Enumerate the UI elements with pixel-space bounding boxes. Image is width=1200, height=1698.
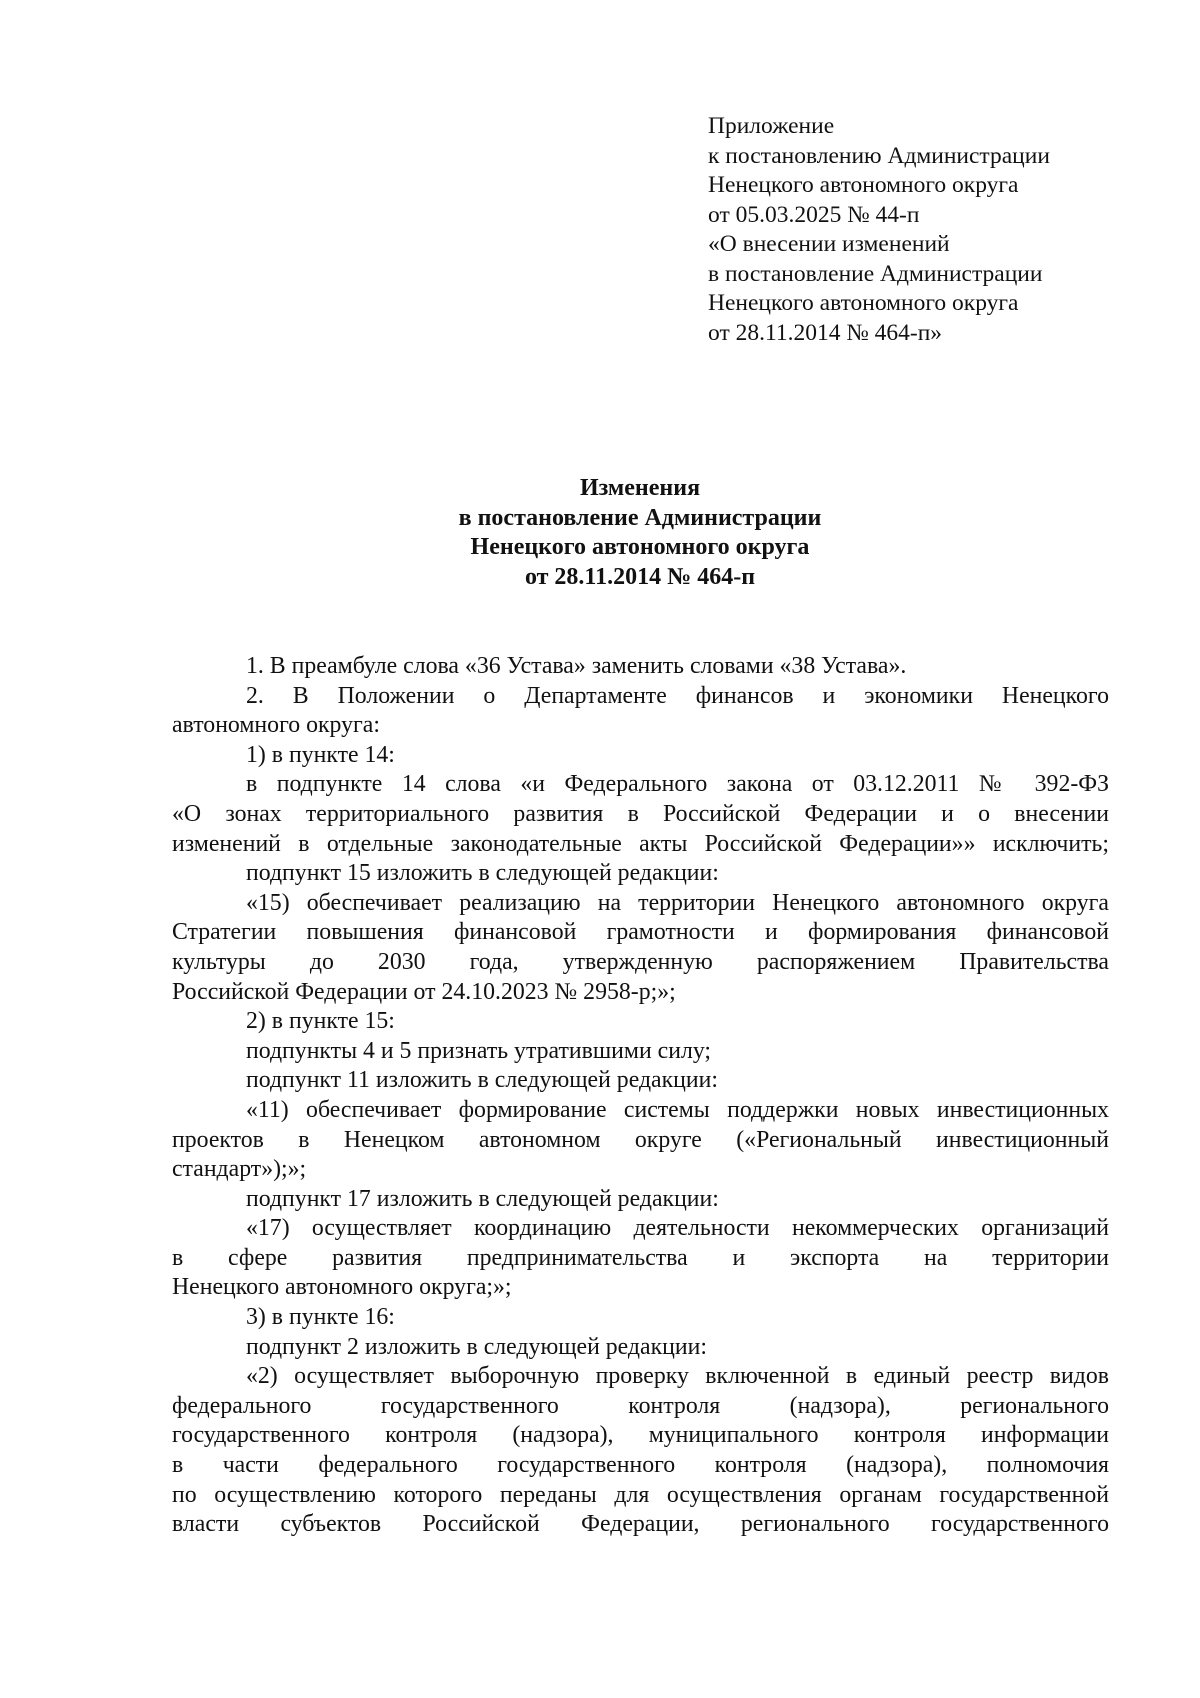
body-line: 2) в пункте 15: xyxy=(246,1008,395,1035)
body-line: 1. В преамбуле слова «36 Устава» заменить словами «38 Устава». xyxy=(246,653,907,679)
body-line: подпункт 15 изложить в следующей редакции: xyxy=(246,860,719,887)
body-line: подпункт 2 изложить в следующей редакции: xyxy=(246,1333,707,1360)
title-line: Изменения xyxy=(579,475,701,501)
body-line: федерального государственного контроля (надзора), регионального xyxy=(172,1392,1109,1419)
body-line: Стратегии повышения финансовой грамотности и формирования финансовой xyxy=(172,919,1109,946)
body-line: «17) осуществляет координацию деятельности некоммерческих организаций xyxy=(246,1215,1109,1242)
body-line: изменений в отдельные законодательные акты Российской Федерации»» исключить; xyxy=(172,830,1109,857)
appendix-line: Ненецкого автономного округа xyxy=(708,172,1019,198)
body-line: власти субъектов Российской Федерации, регионального государственного xyxy=(172,1511,1109,1538)
document-body xyxy=(172,652,1109,1540)
body-line: «11) обеспечивает формирование системы поддержки новых инвестиционных xyxy=(246,1096,1109,1123)
body-line: в части федерального государственного контроля (надзора), полномочия xyxy=(172,1452,1109,1479)
body-line: «О зонах территориального развития в Российской Федерации и о внесении xyxy=(172,800,1109,827)
body-line: проектов в Ненецком автономном округе («Региональный инвестиционный xyxy=(172,1126,1109,1153)
body-line: подпункты 4 и 5 признать утратившими силу; xyxy=(246,1037,712,1064)
document-title xyxy=(172,474,1108,592)
body-line: в подпункте 14 слова «и Федерального закона от 03.12.2011 № 392-ФЗ xyxy=(246,771,1109,798)
appendix-line: в постановление Администрации xyxy=(708,260,1043,287)
body-line: подпункт 17 изложить в следующей редакции: xyxy=(246,1185,719,1212)
body-line: в сфере развития предпринимательства и экспорта на территории xyxy=(172,1244,1109,1271)
appendix-block xyxy=(708,112,1148,348)
appendix-line: «О внесении изменений xyxy=(708,231,950,257)
body-line: «2) осуществляет выборочную проверку включенной в единый реестр видов xyxy=(246,1363,1109,1390)
body-line: Российской Федерации от 24.10.2023 № 2958-р;»; xyxy=(172,978,676,1005)
body-line: по осуществлению которого переданы для осуществления органам государственной xyxy=(172,1481,1109,1508)
body-line: культуры до 2030 года, утвержденную распоряжением Правительства xyxy=(172,948,1109,975)
appendix-line: от 28.11.2014 № 464-п» xyxy=(708,319,943,346)
body-line: государственного контроля (надзора), муниципального контроля информации xyxy=(172,1422,1109,1449)
body-line: 1) в пункте 14: xyxy=(246,741,395,768)
body-line: автономного округа: xyxy=(172,712,380,739)
appendix-line: Ненецкого автономного округа xyxy=(708,290,1019,316)
title-line: Ненецкого автономного округа xyxy=(470,534,810,561)
body-line: подпункт 11 изложить в следующей редакции: xyxy=(246,1067,718,1094)
body-line: «15) обеспечивает реализацию на территории Ненецкого автономного округа xyxy=(246,889,1109,916)
body-line: Ненецкого автономного округа;»; xyxy=(172,1274,512,1301)
appendix-line: к постановлению Администрации xyxy=(708,142,1050,169)
title-line: в постановление Администрации xyxy=(458,504,822,531)
body-line: 3) в пункте 16: xyxy=(246,1304,395,1331)
body-line: 2. В Положении о Департаменте финансов и экономики Ненецкого xyxy=(246,682,1109,709)
appendix-line: от 05.03.2025 № 44-п xyxy=(708,201,920,228)
appendix-line: Приложение xyxy=(708,113,835,139)
title-line: от 28.11.2014 № 464-п xyxy=(524,563,756,590)
body-line: стандарт»);»; xyxy=(172,1156,307,1183)
